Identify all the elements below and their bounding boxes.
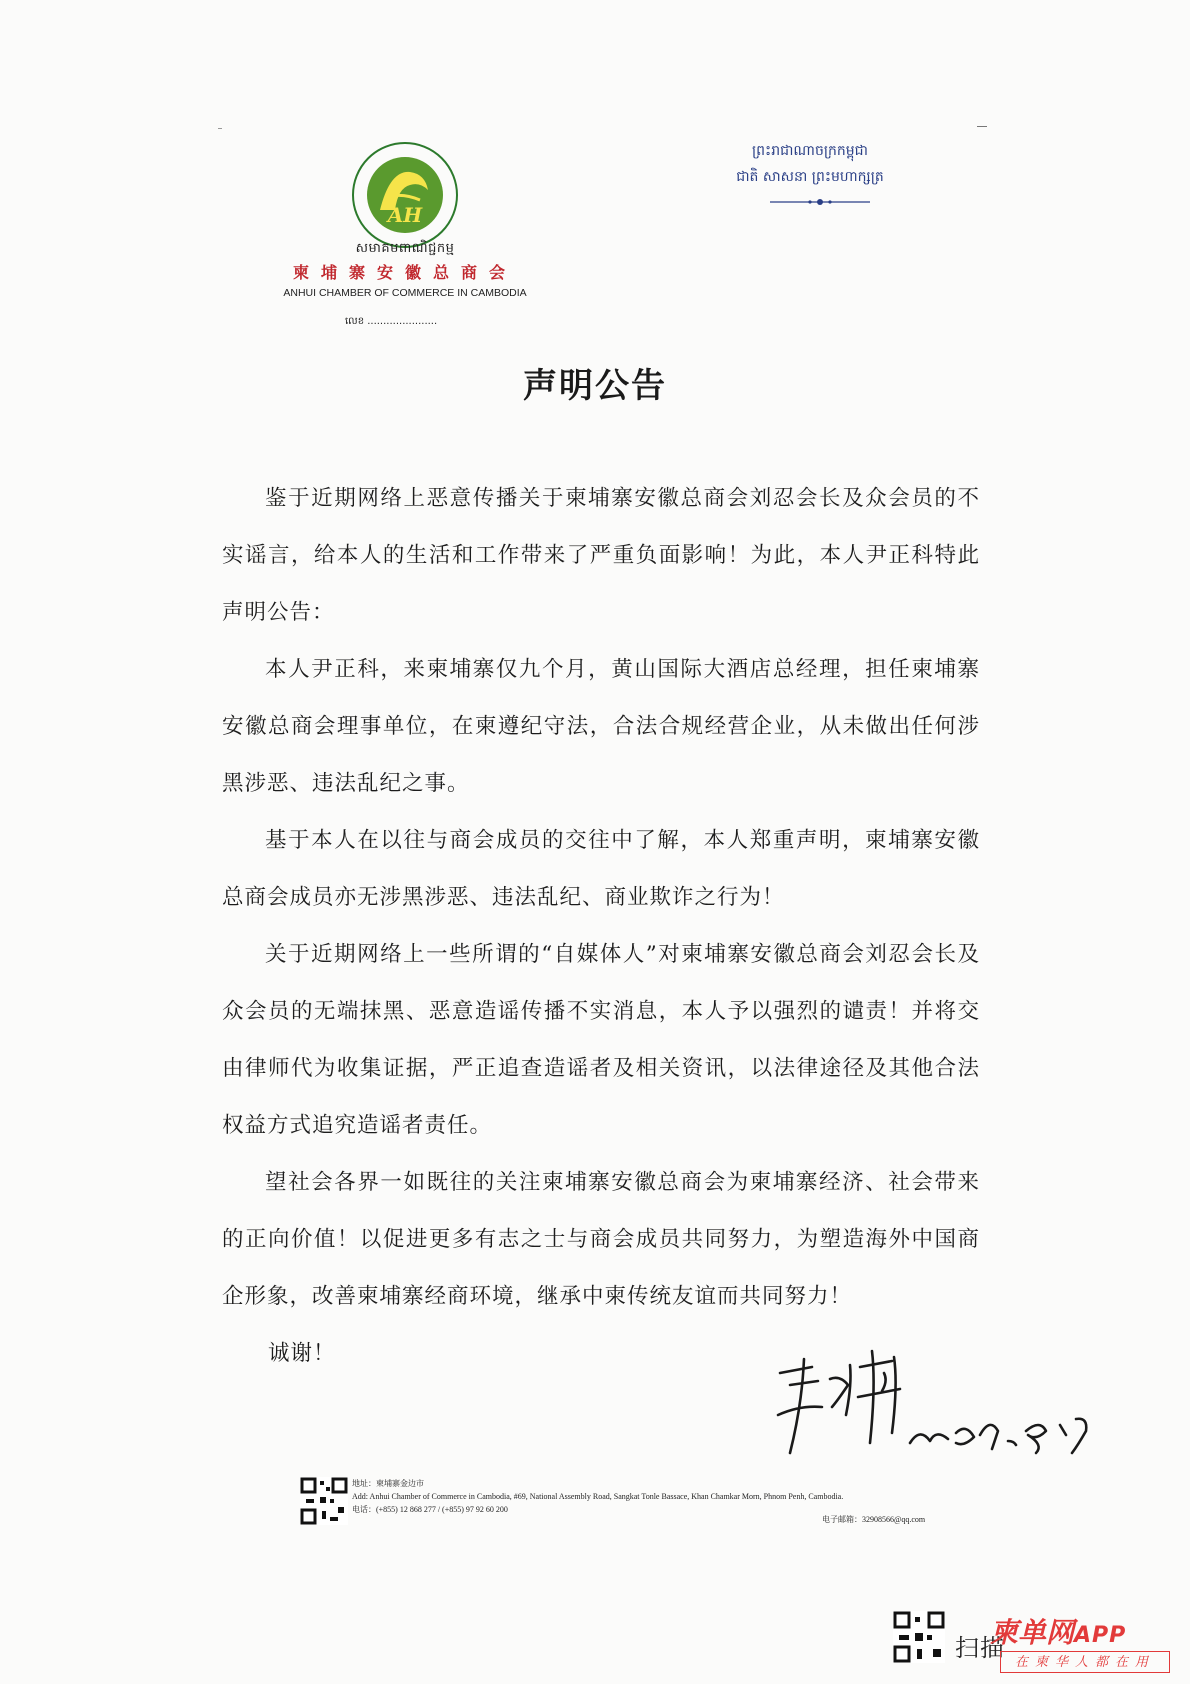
paragraph: 关于近期网络上一些所谓的“自媒体人”对柬埔寨安徽总商会刘忍会长及众会员的无端抹黑、恶意造谣传播不实消息，本人予以强烈的谴责！并将交由律师代为收集证据，严正追查造谣者及相关资讯，以法律途径及其他合法权益方式追究造谣者责任。 [222,942,980,1138]
watermark-qr-code-icon [893,1611,945,1663]
kingdom-line-1: ព្រះរាជាណាចក្រកម្ពុជា [751,143,868,159]
qr-code-icon [300,1477,348,1525]
scan-mark [218,128,222,129]
document-title: 声明公告 [523,366,667,406]
logo-text: AH [387,203,423,227]
closing-remark: 诚谢！ [268,1341,336,1366]
ornament-divider-icon [770,196,870,208]
statement-body [222,470,980,1325]
watermark-tagline: 在柬华人都在用 [1000,1651,1170,1673]
paragraph: 望社会各界一如既往的关注柬埔寨安徽总商会为柬埔寨经济、社会带来的正向价值！以促进更多有志之士与商会成员共同努力，为塑造海外中国商企形象，改善柬埔寨经商环境，继承中柬传统友谊而共同努力！ [222,1170,980,1309]
watermark-brand-name: 柬单网 [990,1616,1075,1649]
org-name-english: ANHUI CHAMBER OF COMMERCE IN CAMBODIA [283,287,527,299]
paragraph: 本人尹正科，来柬埔寨仅九个月，黄山国际大酒店总经理，担任柬埔寨安徽总商会理事单位，在柬遵纪守法，合法合规经营企业，从未做出任何涉黑涉恶、违法乱纪之事。 [222,657,980,796]
footer-contact [352,1477,912,1516]
watermark-scan-text: 扫描 [955,1634,1005,1662]
footer-phone: 电话：(+855) 12 868 277 / (+855) 97 92 60 200 [352,1505,508,1514]
org-name-khmer: សមាគមពាណិជ្ជកម្ម [355,241,455,256]
scan-mark [977,126,987,127]
kingdom-line-2: ជាតិ សាសនា ព្រះមហាក្សត្រ [736,169,884,185]
footer-address-en: Add: Anhui Chamber of Commerce in Cambodia, #69, National Assembly Road, Sangkat Tonle Bassace, Khan Chamkar Morn, Phnom Penh, Cambodia. [352,1492,844,1501]
watermark-brand [990,1611,1126,1651]
watermark-brand-app: APP [1074,1623,1127,1648]
handwritten-signature [760,1345,1100,1465]
footer-email: 电子邮箱：32908566@qq.com [822,1515,926,1524]
paragraph: 鉴于近期网络上恶意传播关于柬埔寨安徽总商会刘忍会长及众会员的不实谣言，给本人的生活和工作带来了严重负面影响！为此，本人尹正科特此声明公告： [222,486,980,625]
chamber-logo-icon [350,140,460,250]
reference-number: លេខ ...................... [345,316,438,327]
paragraph: 基于本人在以往与商会成员的交往中了解，本人郑重声明，柬埔寨安徽总商会成员亦无涉黑涉恶、违法乱纪、商业欺诈之行为！ [222,828,980,910]
kingdom-motto [700,138,920,190]
org-name-chinese: 柬埔寨安徽总商会 [292,263,517,282]
footer-address-cn: 地址：柬埔寨金边市 [352,1479,424,1488]
